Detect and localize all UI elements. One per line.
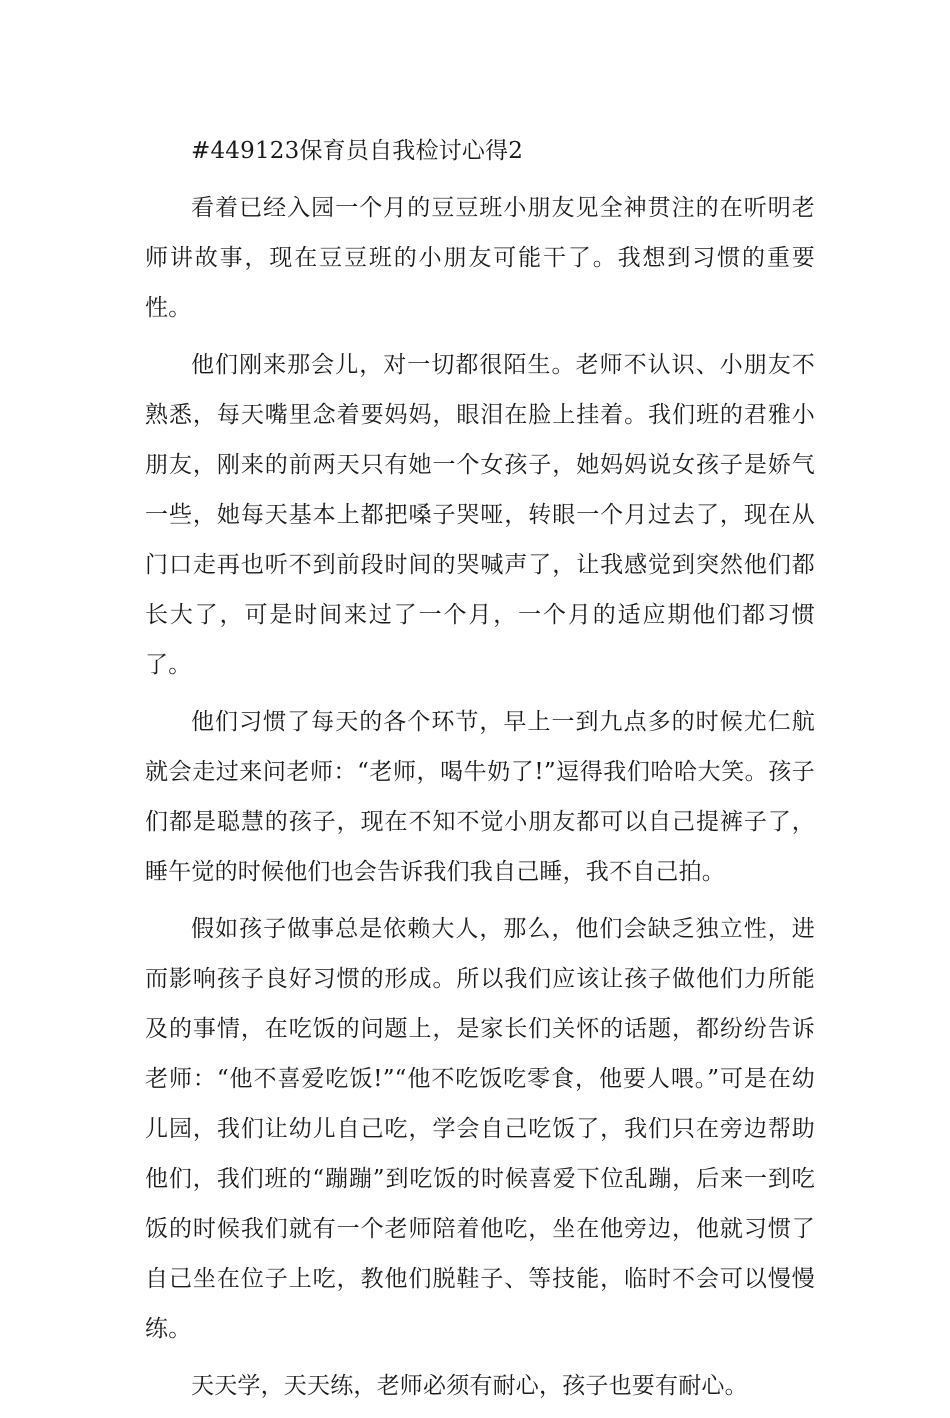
paragraph-4: 假如孩子做事总是依赖大人，那么，他们会缺乏独立性，进而影响孩子良好习惯的形成。所以我们应该让孩子做他们力所能及的事情，在吃饭的问题上，是家长们关怀的话题，都纷纷告诉老师：“他不喜爱吃饭!”“他不吃饭吃零食，他要人喂。”可是在幼儿园，我们让幼儿自己吃，学会自己吃饭了，我们只在旁边帮助他们，我们班的“蹦蹦”到吃饭的时候喜爱下位乱蹦，后来一到吃饭的时候我们就有一个老师陪着他吃，坐在他旁边，他就习惯了自己坐在位子上吃，教他们脱鞋子、等技能，临时不会可以慢慢练。: [145, 916, 815, 1342]
document-heading: #449123保育员自我检讨心得2: [191, 138, 524, 164]
paragraph-3: 他们习惯了每天的各个环节，早上一到九点多的时候尤仁航就会走过来问老师：“老师，喝牛奶了!”逗得我们哈哈大笑。孩子们都是聪慧的孩子，现在不知不觉小朋友都可以自己提裤子了，睡午觉的时候他们也会告诉我们我自己睡，我不自己拍。: [145, 709, 815, 885]
paragraph-1: 看着已经入园一个月的豆豆班小朋友见全神贯注的在听明老师讲故事，现在豆豆班的小朋友可能干了。我想到习惯的重要性。: [145, 195, 815, 321]
paragraph-5: 天天学，天天练，老师必须有耐心，孩子也要有耐心。: [191, 1373, 748, 1399]
paragraph-2: 他们刚来那会儿，对一切都很陌生。老师不认识、小朋友不熟悉，每天嘴里念着要妈妈，眼泪在脸上挂着。我们班的君雅小朋友，刚来的前两天只有她一个女孩子，她妈妈说女孩子是娇气一些，她每天基本上都把嗓子哭哑，转眼一个月过去了，现在从门口走再也听不到前段时间的哭喊声了，让我感觉到突然他们都长大了，可是时间来过了一个月，一个月的适应期他们都习惯了。: [145, 352, 815, 678]
document-body: [145, 126, 815, 1418]
